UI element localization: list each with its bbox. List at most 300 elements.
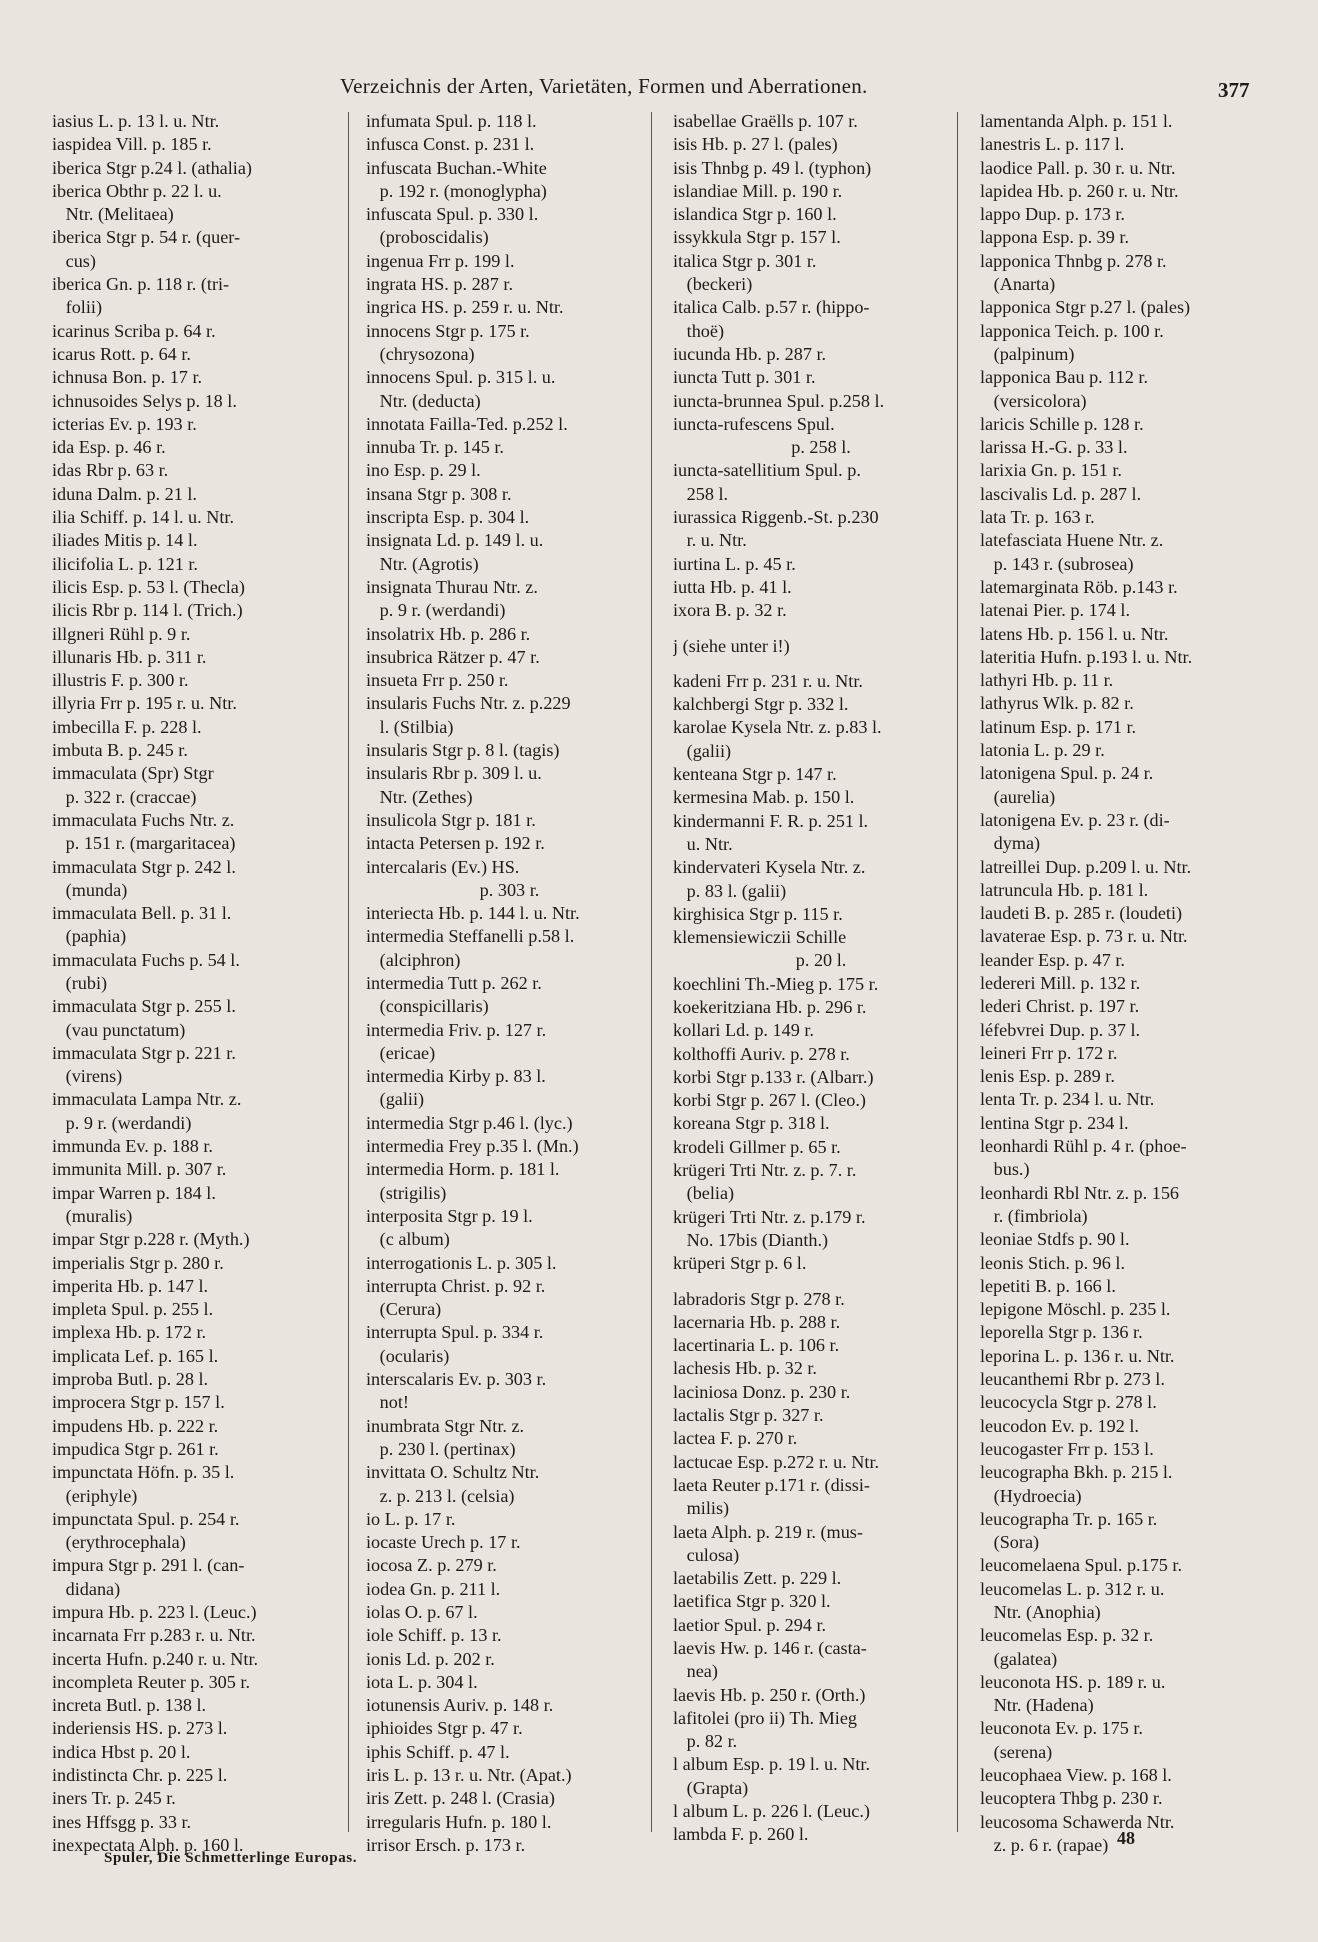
index-entry: lamentanda Alph. p. 151 l.: [980, 111, 1173, 131]
index-entry: lanestris L. p. 117 l.: [980, 134, 1125, 155]
index-entry: (galii): [366, 1089, 425, 1110]
index-entry: iberica Stgr p. 54 r. (quer-: [52, 227, 241, 248]
index-entry: [673, 1276, 961, 1288]
index-entry: lappona Esp. p. 39 r.: [980, 227, 1130, 248]
index-entry: immaculata Fuchs Ntr. z.: [52, 809, 235, 830]
index-entry: icarinus Scriba p. 64 r.: [52, 320, 216, 341]
index-entry: ingrica HS. p. 259 r. u. Ntr.: [366, 297, 564, 318]
index-entry: imbecilla F. p. 228 l.: [52, 716, 202, 737]
index-entry: lactea F. p. 270 r.: [673, 1428, 798, 1449]
index-entry: (versicolora): [980, 390, 1087, 411]
index-entry: leonhardi Rühl p. 4 r. (phoe-: [980, 1136, 1187, 1157]
index-entry: lapponica Bau p. 112 r.: [980, 367, 1149, 388]
index-entry: iasius L. p. 13 l. u. Ntr.: [52, 111, 220, 131]
column-divider: [957, 112, 958, 1832]
index-entry: leucocycla Stgr p. 278 l.: [980, 1392, 1157, 1413]
index-entry: leineri Frr p. 172 r.: [980, 1042, 1118, 1063]
index-entry: isabellae Graëlls p. 107 r.: [673, 111, 858, 131]
index-entry: impleta Spul. p. 255 l.: [52, 1299, 214, 1320]
index-entry: p. 322 r. (craccae): [52, 786, 197, 807]
index-entry: isis Hb. p. 27 l. (pales): [673, 134, 838, 155]
index-entry: milis): [673, 1498, 730, 1519]
index-entry: irrisor Ersch. p. 173 r.: [366, 1834, 526, 1855]
index-entry: (serena): [980, 1741, 1053, 1762]
index-entry: (Anarta): [980, 274, 1056, 295]
index-entry: impudens Hb. p. 222 r.: [52, 1415, 219, 1436]
index-entry: koechlini Th.-Mieg p. 175 r.: [673, 973, 879, 994]
index-entry: ingenua Frr p. 199 l.: [366, 250, 515, 271]
index-entry: folii): [52, 297, 103, 318]
index-entry: lafitolei (pro ii) Th. Mieg: [673, 1707, 858, 1728]
index-entry: laricis Schille p. 128 r.: [980, 413, 1144, 434]
index-entry: innuba Tr. p. 145 r.: [366, 437, 504, 458]
index-entry: lathyrus Wlk. p. 82 r.: [980, 693, 1134, 714]
index-entry: ichnusoides Selys p. 18 l.: [52, 390, 237, 411]
index-entry: iuncta-satellitium Spul. p.: [673, 460, 861, 481]
index-entry: kalchbergi Stgr p. 332 l.: [673, 694, 849, 715]
index-entry: u. Ntr.: [673, 833, 733, 854]
index-entry: didana): [52, 1578, 121, 1599]
index-entry: latemarginata Röb. p.143 r.: [980, 576, 1178, 597]
index-entry: increta Butl. p. 138 l.: [52, 1695, 207, 1716]
index-entry: 258 l.: [673, 483, 729, 504]
index-entry: iberica Obthr p. 22 l. u.: [52, 180, 222, 201]
index-entry: lascivalis Ld. p. 287 l.: [980, 483, 1142, 504]
page-header-title: Verzeichnis der Arten, Varietäten, Formen und Aberrationen.: [340, 74, 868, 98]
index-entry: invittata O. Schultz Ntr.: [366, 1462, 540, 1483]
index-entry: léfebvrei Dup. p. 37 l.: [980, 1019, 1141, 1040]
index-entry: iuncta-rufescens Spul.: [673, 413, 835, 434]
index-entry: lavaterae Esp. p. 73 r. u. Ntr.: [980, 926, 1188, 947]
index-entry: io L. p. 17 r.: [366, 1508, 456, 1529]
index-entry: Ntr. (Agrotis): [366, 553, 479, 574]
index-entry: p. 303 r.: [366, 879, 540, 900]
index-entry: r. u. Ntr.: [673, 530, 747, 551]
index-entry: iole Schiff. p. 13 r.: [366, 1625, 502, 1646]
index-entry: impar Stgr p.228 r. (Myth.): [52, 1229, 250, 1250]
index-entry: laevis Hw. p. 146 r. (casta-: [673, 1638, 867, 1658]
index-entry: lapidea Hb. p. 260 r. u. Ntr.: [980, 180, 1179, 201]
index-entry: j (siehe unter i!): [673, 635, 790, 656]
index-entry: latruncula Hb. p. 181 l.: [980, 879, 1149, 900]
index-entry: italica Calb. p.57 r. (hippo-: [673, 297, 870, 318]
index-entry: dyma): [980, 833, 1041, 854]
index-entry: leucophaea View. p. 168 l.: [980, 1765, 1172, 1786]
index-entry: latreillei Dup. p.209 l. u. Ntr.: [980, 856, 1192, 877]
index-entry: ixora B. p. 32 r.: [673, 600, 787, 621]
index-entry: labradoris Stgr p. 278 r.: [673, 1288, 845, 1309]
index-entry: latonigena Ev. p. 23 r. (di-: [980, 809, 1170, 830]
index-entry: Ntr. (Zethes): [366, 786, 473, 807]
index-entry: infumata Spul. p. 118 l.: [366, 111, 537, 131]
index-entry: iphioides Stgr p. 47 r.: [366, 1718, 523, 1739]
index-entry: (c album): [366, 1229, 450, 1250]
column-divider: [348, 112, 349, 1832]
index-entry: (paphia): [52, 926, 127, 947]
index-entry: lactalis Stgr p. 327 r.: [673, 1405, 824, 1426]
page-number: 377: [1218, 78, 1250, 102]
index-entry: islandiae Mill. p. 190 r.: [673, 180, 843, 201]
index-entry: illunaris Hb. p. 311 r.: [52, 646, 207, 667]
index-entry: latenai Pier. p. 174 l.: [980, 600, 1131, 621]
index-entry: krüperi Stgr p. 6 l.: [673, 1253, 807, 1274]
index-entry: No. 17bis (Dianth.): [673, 1229, 829, 1250]
index-entry: interposita Stgr p. 19 l.: [366, 1205, 533, 1226]
index-entry: iphis Schiff. p. 47 l.: [366, 1741, 510, 1762]
index-entry: improcera Stgr p. 157 l.: [52, 1392, 225, 1413]
index-entry: bus.): [980, 1159, 1030, 1180]
index-entry: leucomelaena Spul. p.175 r.: [980, 1555, 1183, 1576]
index-entry: (Sora): [980, 1532, 1040, 1553]
index-entry: immaculata Stgr p. 221 r.: [52, 1042, 236, 1063]
index-entry: imperita Hb. p. 147 l.: [52, 1275, 209, 1296]
index-entry: leucomelas L. p. 312 r. u.: [980, 1578, 1165, 1599]
index-entry: leuconota HS. p. 189 r. u.: [980, 1671, 1166, 1692]
index-entry: lapponica Thnbg p. 278 r.: [980, 250, 1167, 271]
index-entry: incompleta Reuter p. 305 r.: [52, 1671, 250, 1692]
index-entry: ionis Ld. p. 202 r.: [366, 1648, 495, 1669]
index-entry: iduna Dalm. p. 21 l.: [52, 483, 197, 504]
index-entry: kindervateri Kysela Ntr. z.: [673, 857, 866, 878]
index-entry: z. p. 6 r. (rapae): [980, 1834, 1109, 1855]
index-entry: (rubi): [52, 972, 108, 993]
index-entry: not!: [366, 1392, 409, 1413]
index-entry: p. 83 l. (galii): [673, 880, 787, 901]
column-divider: [651, 112, 652, 1832]
index-entry: laeta Reuter p.171 r. (dissi-: [673, 1474, 870, 1495]
index-entry: lenta Tr. p. 234 l. u. Ntr.: [980, 1089, 1155, 1110]
index-entry: infuscata Spul. p. 330 l.: [366, 204, 539, 225]
index-entry: insignata Ld. p. 149 l. u.: [366, 530, 544, 551]
index-entry: interrupta Spul. p. 334 r.: [366, 1322, 544, 1343]
index-entry: laevis Hb. p. 250 r. (Orth.): [673, 1684, 866, 1705]
index-entry: ines Hffsgg p. 33 r.: [52, 1811, 192, 1832]
index-entry: islandica Stgr p. 160 l.: [673, 204, 837, 225]
index-entry: implicata Lef. p. 165 l.: [52, 1345, 219, 1366]
index-entry: Ntr. (Hadena): [980, 1695, 1094, 1716]
index-entry: immaculata Stgr p. 255 l.: [52, 996, 236, 1017]
index-entry: impar Warren p. 184 l.: [52, 1182, 216, 1203]
index-column-2: [366, 110, 656, 1857]
index-entry: idas Rbr p. 63 r.: [52, 460, 169, 481]
index-entry: p. 20 l.: [673, 950, 847, 971]
index-entry: interrupta Christ. p. 92 r.: [366, 1275, 546, 1296]
index-entry: iucunda Hb. p. 287 r.: [673, 343, 827, 364]
index-entry: immunita Mill. p. 307 r.: [52, 1159, 227, 1180]
index-entry: insularis Rbr p. 309 l. u.: [366, 763, 542, 784]
index-entry: issykkula Stgr p. 157 l.: [673, 227, 841, 248]
index-entry: lederi Christ. p. 197 r.: [980, 996, 1140, 1017]
index-entry: klemensiewiczii Schille: [673, 927, 847, 948]
index-entry: leucosoma Schawerda Ntr.: [980, 1811, 1175, 1832]
index-entry: insana Stgr p. 308 r.: [366, 483, 512, 504]
index-entry: icterias Ev. p. 193 r.: [52, 413, 197, 434]
index-entry: ino Esp. p. 29 l.: [366, 460, 481, 481]
index-entry: laodice Pall. p. 30 r. u. Ntr.: [980, 157, 1176, 178]
index-entry: infusca Const. p. 231 l.: [366, 134, 535, 155]
index-entry: improba Butl. p. 28 l.: [52, 1369, 209, 1390]
index-entry: intermedia Frey p.35 l. (Mn.): [366, 1136, 579, 1157]
index-entry: iris L. p. 13 r. u. Ntr. (Apat.): [366, 1765, 572, 1786]
index-entry: inderiensis HS. p. 273 l.: [52, 1718, 228, 1739]
index-entry: lentina Stgr p. 234 l.: [980, 1112, 1129, 1133]
index-entry: p. 230 l. (pertinax): [366, 1438, 516, 1459]
index-entry: ilicifolia L. p. 121 r.: [52, 553, 198, 574]
index-entry: iaspidea Vill. p. 185 r.: [52, 134, 212, 155]
index-entry: innocens Stgr p. 175 r.: [366, 320, 530, 341]
index-entry: ichnusa Bon. p. 17 r.: [52, 367, 203, 388]
index-entry: insularis Fuchs Ntr. z. p.229: [366, 693, 571, 714]
index-entry: lathyri Hb. p. 11 r.: [980, 670, 1114, 691]
index-entry: lapponica Stgr p.27 l. (pales): [980, 297, 1191, 318]
index-entry: innotata Failla-Ted. p.252 l.: [366, 413, 568, 434]
index-entry: intermedia Steffanelli p.58 l.: [366, 926, 575, 947]
index-entry: r. (fimbriola): [980, 1205, 1088, 1226]
footer-book-title: Spuler, Die Schmetterlinge Europas.: [104, 1850, 358, 1866]
index-entry: ilicis Esp. p. 53 l. (Thecla): [52, 576, 245, 597]
index-entry: korbi Stgr p. 267 l. (Cleo.): [673, 1090, 866, 1111]
index-entry: krügeri Trti Ntr. z. p.179 r.: [673, 1206, 866, 1227]
index-entry: insularis Stgr p. 8 l. (tagis): [366, 740, 560, 761]
index-entry: (galatea): [980, 1648, 1058, 1669]
index-entry: kindermanni F. R. p. 251 l.: [673, 810, 869, 831]
index-entry: illyria Frr p. 195 r. u. Ntr.: [52, 693, 237, 714]
index-entry: kolthoffi Auriv. p. 278 r.: [673, 1043, 850, 1064]
index-entry: lappo Dup. p. 173 r.: [980, 204, 1125, 225]
index-entry: ilicis Rbr p. 114 l. (Trich.): [52, 600, 243, 621]
index-entry: insubrica Rätzer p. 47 r.: [366, 646, 540, 667]
index-entry: inumbrata Stgr Ntr. z.: [366, 1415, 525, 1436]
index-entry: (proboscidalis): [366, 227, 489, 248]
index-entry: infuscata Buchan.-White: [366, 157, 547, 178]
index-entry: krodeli Gillmer p. 65 r.: [673, 1136, 841, 1157]
index-entry: Ntr. (Anophia): [980, 1602, 1101, 1622]
index-entry: iliades Mitis p. 14 l.: [52, 530, 198, 551]
index-entry: leucoptera Thbg p. 230 r.: [980, 1788, 1163, 1809]
index-entry: kenteana Stgr p. 147 r.: [673, 764, 837, 785]
index-entry: latinum Esp. p. 171 r.: [980, 716, 1137, 737]
index-entry: cus): [52, 250, 96, 271]
index-entry: insolatrix Hb. p. 286 r.: [366, 623, 531, 644]
index-entry: incerta Hufn. p.240 r. u. Ntr.: [52, 1648, 259, 1669]
index-entry: immaculata Lampa Ntr. z.: [52, 1089, 242, 1110]
index-entry: iota L. p. 304 l.: [366, 1671, 478, 1692]
index-entry: iolas O. p. 67 l.: [366, 1602, 478, 1622]
index-entry: (palpinum): [980, 343, 1075, 364]
index-entry: lepetiti B. p. 166 l.: [980, 1275, 1116, 1296]
index-entry: intermedia Horm. p. 181 l.: [366, 1159, 560, 1180]
index-entry: intermedia Friv. p. 127 r.: [366, 1019, 547, 1040]
index-entry: ilia Schiff. p. 14 l. u. Ntr.: [52, 507, 235, 528]
index-entry: laeta Alph. p. 219 r. (mus-: [673, 1521, 863, 1542]
index-entry: (erythrocephala): [52, 1532, 186, 1553]
index-entry: immunda Ev. p. 188 r.: [52, 1136, 213, 1157]
index-column-4: [980, 110, 1270, 1857]
index-entry: kirghisica Stgr p. 115 r.: [673, 903, 843, 924]
index-entry: indica Hbst p. 20 l.: [52, 1741, 191, 1762]
index-entry: larixia Gn. p. 151 r.: [980, 460, 1122, 481]
index-entry: illustris F. p. 300 r.: [52, 670, 189, 691]
index-entry: iberica Stgr p.24 l. (athalia): [52, 157, 252, 178]
index-entry: leuconota Ev. p. 175 r.: [980, 1718, 1143, 1739]
index-entry: (alciphron): [366, 949, 461, 970]
index-entry: leporella Stgr p. 136 r.: [980, 1322, 1143, 1343]
index-entry: l. (Stilbia): [366, 716, 454, 737]
index-entry: (eriphyle): [52, 1485, 138, 1506]
index-entry: ledereri Mill. p. 132 r.: [980, 972, 1141, 993]
index-entry: immaculata Fuchs p. 54 l.: [52, 949, 240, 970]
index-entry: imbuta B. p. 245 r.: [52, 740, 188, 761]
index-entry: icarus Rott. p. 64 r.: [52, 343, 191, 364]
index-entry: implexa Hb. p. 172 r.: [52, 1322, 207, 1343]
index-entry: (strigilis): [366, 1182, 447, 1203]
index-entry: p. 9 r. (werdandi): [366, 600, 506, 621]
index-entry: indistincta Chr. p. 225 l.: [52, 1765, 228, 1786]
index-entry: nea): [673, 1661, 718, 1682]
index-entry: iodea Gn. p. 211 l.: [366, 1578, 501, 1599]
index-entry: lapponica Teich. p. 100 r.: [980, 320, 1164, 341]
index-entry: lambda F. p. 260 l.: [673, 1824, 809, 1845]
index-entry: l album L. p. 226 l. (Leuc.): [673, 1801, 870, 1822]
index-entry: immaculata Stgr p. 242 l.: [52, 856, 236, 877]
index-entry: [673, 623, 961, 635]
index-entry: latefasciata Huene Ntr. z.: [980, 530, 1164, 551]
index-entry: irregularis Hufn. p. 180 l.: [366, 1811, 552, 1832]
index-entry: intermedia Kirby p. 83 l.: [366, 1066, 546, 1087]
signature-mark: 48: [1117, 1828, 1135, 1848]
index-entry: leonhardi Rbl Ntr. z. p. 156: [980, 1182, 1180, 1203]
index-entry: iocosa Z. p. 279 r.: [366, 1555, 497, 1576]
index-entry: leporina L. p. 136 r. u. Ntr.: [980, 1345, 1175, 1366]
index-entry: laciniosa Donz. p. 230 r.: [673, 1381, 851, 1402]
index-entry: impunctata Höfn. p. 35 l.: [52, 1462, 235, 1483]
index-entry: impunctata Spul. p. 254 r.: [52, 1508, 240, 1529]
index-entry: leucodon Ev. p. 192 l.: [980, 1415, 1139, 1436]
index-entry: kermesina Mab. p. 150 l.: [673, 787, 855, 808]
index-entry: leucographa Tr. p. 165 r.: [980, 1508, 1158, 1529]
index-entry: latonia L. p. 29 r.: [980, 740, 1105, 761]
index-entry: inscripta Esp. p. 304 l.: [366, 507, 530, 528]
index-entry: [673, 658, 961, 670]
index-entry: impura Hb. p. 223 l. (Leuc.): [52, 1602, 257, 1622]
index-entry: laetior Spul. p. 294 r.: [673, 1614, 827, 1635]
index-entry: (beckeri): [673, 274, 753, 295]
index-entry: Ntr. (deducta): [366, 390, 481, 411]
index-entry: (Grapta): [673, 1777, 749, 1798]
index-entry: intercalaris (Ev.) HS.: [366, 856, 520, 877]
index-entry: (Hydroecia): [980, 1485, 1082, 1506]
index-entry: thoë): [673, 320, 725, 341]
index-entry: larissa H.-G. p. 33 l.: [980, 437, 1128, 458]
index-entry: incarnata Frr p.283 r. u. Ntr.: [52, 1625, 256, 1646]
index-entry: karolae Kysela Ntr. z. p.83 l.: [673, 717, 882, 738]
index-entry: iners Tr. p. 245 r.: [52, 1788, 176, 1809]
index-entry: lateritia Hufn. p.193 l. u. Ntr.: [980, 646, 1193, 667]
index-entry: lata Tr. p. 163 r.: [980, 507, 1095, 528]
index-entry: korbi Stgr p.133 r. (Albarr.): [673, 1066, 874, 1087]
index-entry: iutta Hb. p. 41 l.: [673, 576, 792, 597]
index-entry: lactucae Esp. p.272 r. u. Ntr.: [673, 1451, 880, 1472]
index-entry: lacernaria Hb. p. 288 r.: [673, 1311, 841, 1332]
index-entry: laudeti B. p. 285 r. (loudeti): [980, 903, 1183, 924]
index-entry: lepigone Möschl. p. 235 l.: [980, 1299, 1171, 1320]
index-entry: Ntr. (Melitaea): [52, 204, 174, 225]
index-entry: impudica Stgr p. 261 r.: [52, 1438, 219, 1459]
index-entry: p. 143 r. (subrosea): [980, 553, 1134, 574]
index-entry: iurtina L. p. 45 r.: [673, 553, 796, 574]
index-entry: interrogationis L. p. 305 l.: [366, 1252, 557, 1273]
index-entry: (ocularis): [366, 1345, 450, 1366]
index-entry: insueta Frr p. 250 r.: [366, 670, 509, 691]
index-entry: ida Esp. p. 46 r.: [52, 437, 166, 458]
index-entry: koekeritziana Hb. p. 296 r.: [673, 996, 867, 1017]
index-entry: italica Stgr p. 301 r.: [673, 250, 817, 271]
index-entry: iberica Gn. p. 118 r. (tri-: [52, 274, 230, 295]
index-entry: lachesis Hb. p. 32 r.: [673, 1358, 817, 1379]
index-entry: (belia): [673, 1183, 735, 1204]
index-entry: p. 192 r. (monoglypha): [366, 180, 547, 201]
index-entry: kadeni Frr p. 231 r. u. Ntr.: [673, 670, 863, 691]
index-entry: (Cerura): [366, 1299, 442, 1320]
index-column-3: [673, 110, 961, 1847]
index-entry: inexpectata Alph. p. 160 l.: [52, 1834, 244, 1855]
index-entry: culosa): [673, 1544, 740, 1565]
index-entry: leucogaster Frr p. 153 l.: [980, 1438, 1154, 1459]
index-entry: l album Esp. p. 19 l. u. Ntr.: [673, 1754, 871, 1775]
index-entry: iris Zett. p. 248 l. (Crasia): [366, 1788, 555, 1809]
index-entry: laetifica Stgr p. 320 l.: [673, 1591, 831, 1612]
index-entry: illgneri Rühl p. 9 r.: [52, 623, 191, 644]
index-entry: iotunensis Auriv. p. 148 r.: [366, 1695, 554, 1716]
index-entry: iuncta Tutt p. 301 r.: [673, 367, 816, 388]
index-column-1: [52, 110, 340, 1857]
index-entry: insulicola Stgr p. 181 r.: [366, 809, 536, 830]
index-entry: interscalaris Ev. p. 303 r.: [366, 1369, 547, 1390]
index-entry: leucanthemi Rbr p. 273 l.: [980, 1369, 1165, 1390]
index-entry: (aurelia): [980, 786, 1056, 807]
index-entry: koreana Stgr p. 318 l.: [673, 1113, 830, 1134]
index-entry: z. p. 213 l. (celsia): [366, 1485, 515, 1506]
index-entry: immaculata Bell. p. 31 l.: [52, 903, 232, 924]
index-entry: iocaste Urech p. 17 r.: [366, 1532, 521, 1553]
index-entry: intacta Petersen p. 192 r.: [366, 833, 545, 854]
index-entry: leucomelas Esp. p. 32 r.: [980, 1625, 1154, 1646]
index-entry: p. 82 r.: [673, 1731, 738, 1752]
index-entry: krügeri Trti Ntr. z. p. 7. r.: [673, 1160, 857, 1181]
index-entry: immaculata (Spr) Stgr: [52, 763, 214, 784]
index-entry: iurassica Riggenb.-St. p.230: [673, 507, 879, 528]
index-entry: lacertinaria L. p. 106 r.: [673, 1335, 840, 1356]
index-entry: interiecta Hb. p. 144 l. u. Ntr.: [366, 903, 580, 924]
index-entry: (ericae): [366, 1042, 436, 1063]
index-entry: p. 9 r. (werdandi): [52, 1112, 192, 1133]
index-entry: leonis Stich. p. 96 l.: [980, 1252, 1125, 1273]
index-entry: leander Esp. p. 47 r.: [980, 949, 1125, 970]
index-entry: p. 151 r. (margaritacea): [52, 833, 236, 854]
index-entry: leoniae Stdfs p. 90 l.: [980, 1229, 1130, 1250]
index-entry: impura Stgr p. 291 l. (can-: [52, 1555, 245, 1576]
index-entry: (chrysozona): [366, 343, 475, 364]
index-entry: intermedia Tutt p. 262 r.: [366, 972, 542, 993]
index-entry: ingrata HS. p. 287 r.: [366, 274, 514, 295]
index-entry: lenis Esp. p. 289 r.: [980, 1066, 1115, 1087]
index-entry: laetabilis Zett. p. 229 l.: [673, 1568, 842, 1589]
index-entry: iuncta-brunnea Spul. p.258 l.: [673, 390, 885, 411]
index-entry: intermedia Stgr p.46 l. (lyc.): [366, 1112, 573, 1133]
index-entry: (virens): [52, 1066, 123, 1087]
index-entry: (munda): [52, 879, 128, 900]
index-entry: (vau punctatum): [52, 1019, 186, 1040]
